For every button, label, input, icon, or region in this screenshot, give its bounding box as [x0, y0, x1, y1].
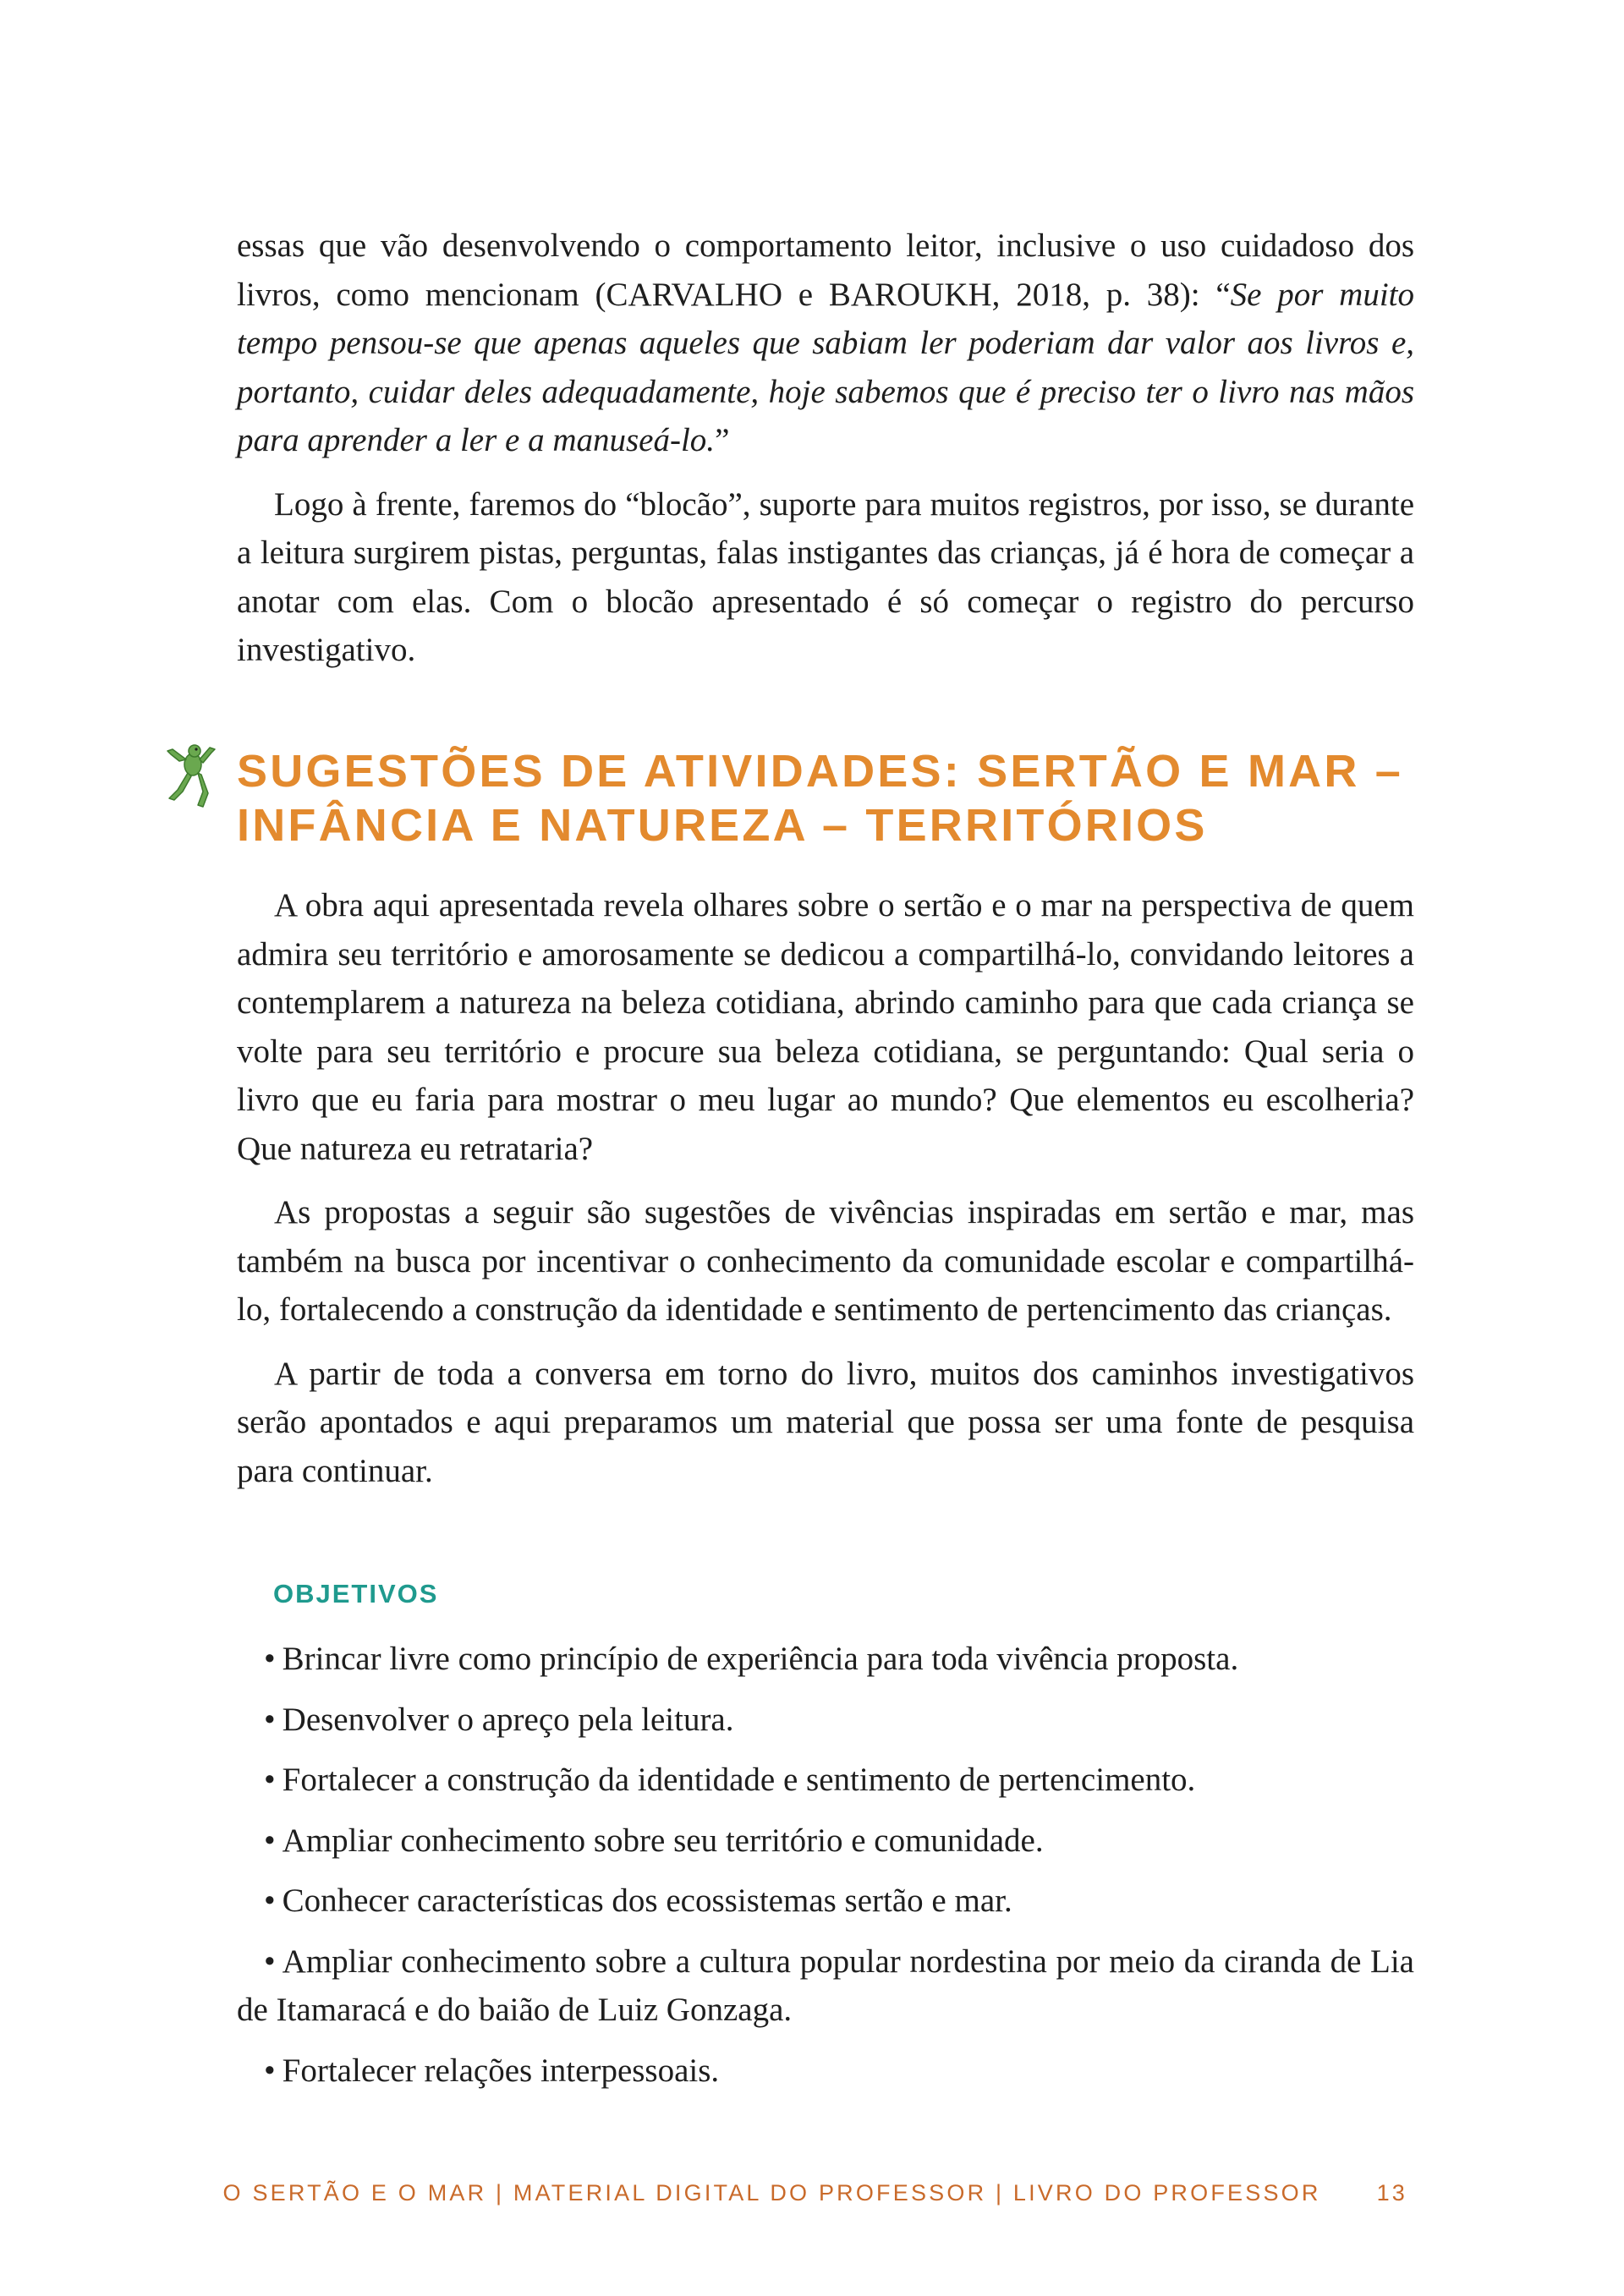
list-item-text: Conhecer características dos ecossistemas sertão e mar.: [282, 1882, 1012, 1919]
list-item: [237, 1756, 1414, 1805]
frog-icon: [161, 739, 220, 815]
section-body: [237, 881, 1414, 1495]
intro-quote-close: ”: [715, 422, 730, 458]
intro-paragraph-2: Logo à frente, faremos do “blocão”, suporte para muitos registros, por isso, se durante a leitura surgirem pistas, perguntas, falas instigantes das crianças, já é hora de começar a anotar com elas. Com o blocão apresentado é só começar o registro do percurso investigativo.: [237, 485, 1414, 668]
objetivos-list: [237, 1635, 1414, 2107]
list-item: [237, 1696, 1414, 1745]
bullet: •: [264, 1882, 276, 1919]
intro-quote: Se por muito tempo pensou-se que apenas aqueles que sabiam ler poderiam dar valor aos livros e, portanto, cuidar deles adequadamente, hoje sabemos que é preciso ter o livro nas mãos para aprender a ler e a manuseá-lo.: [237, 276, 1415, 458]
section-heading-line-2: INFÂNCIA E NATUREZA – TERRITÓRIOS: [237, 800, 1208, 851]
intro-paragraph-1: [237, 222, 1414, 465]
list-item: [237, 1635, 1414, 1684]
list-item-text: Ampliar conhecimento sobre seu território e comunidade.: [282, 1822, 1044, 1859]
bullet: •: [264, 1641, 276, 1677]
page-number: 13: [1376, 2180, 1407, 2206]
list-item: [237, 1877, 1414, 1926]
objetivos-title: OBJETIVOS: [273, 1579, 439, 1608]
intro-paragraph-1-text: essas que vão desenvolvendo o comportamento leitor, inclusive o uso cuidadoso dos livros, como mencionam (CARVALHO e BAROUKH, 2018, p. 38): “: [237, 227, 1414, 313]
bullet: •: [264, 1943, 276, 1980]
bullet: •: [264, 1701, 276, 1738]
list-item: [237, 1817, 1414, 1866]
footer-text: O SERTÃO E O MAR | MATERIAL DIGITAL DO PROFESSOR | LIVRO DO PROFESSOR: [222, 2180, 1321, 2206]
section-paragraph-1: A obra aqui apresentada revela olhares sobre o sertão e o mar na perspectiva de quem admira seu território e amorosamente se dedicou a compartilhá-lo, convidando leitores a contemplarem a natureza na beleza cotidiana, abrindo caminho para que cada criança se volte para seu território e procure sua beleza cotidiana, se perguntando: Qual seria o livro que eu faria para mostrar o meu lugar ao mundo? Que elementos eu escolheria? Que natureza eu retrataria?: [237, 887, 1414, 1167]
section-paragraph-2: As propostas a seguir são sugestões de vivências inspiradas em sertão e mar, mas também na busca por incentivar o conhecimento da comunidade escolar e compartilhá-lo, fortalecendo a construção da identidade e sentimento de pertencimento das crianças.: [237, 1194, 1414, 1328]
list-item: [237, 2047, 1414, 2096]
section-heading-line-1: SUGESTÕES DE ATIVIDADES: SERTÃO E MAR –: [237, 746, 1403, 797]
bullet: •: [264, 1822, 276, 1859]
page-footer: [0, 2180, 1407, 2206]
list-item-text: Brincar livre como princípio de experiência para toda vivência proposta.: [282, 1641, 1239, 1677]
bullet: •: [264, 2052, 276, 2089]
activities-section: [237, 744, 1421, 852]
section-heading: [237, 744, 1421, 852]
intro-text: [237, 222, 1414, 675]
bullet: •: [264, 1762, 276, 1798]
list-item-text: Fortalecer a construção da identidade e sentimento de pertencimento.: [282, 1762, 1196, 1798]
list-item-text: Desenvolver o apreço pela leitura.: [282, 1701, 734, 1738]
section-paragraph-3: A partir de toda a conversa em torno do livro, muitos dos caminhos investigativos serão apontados e aqui preparamos um material que possa ser uma fonte de pesquisa para continuar.: [237, 1355, 1414, 1489]
list-item-text: Fortalecer relações interpessoais.: [282, 2052, 720, 2089]
list-item-text: Ampliar conhecimento sobre a cultura popular nordestina por meio da ciranda de Lia de Itamaracá e do baião de Luiz Gonzaga.: [237, 1943, 1414, 2028]
list-item: [237, 1937, 1414, 2035]
